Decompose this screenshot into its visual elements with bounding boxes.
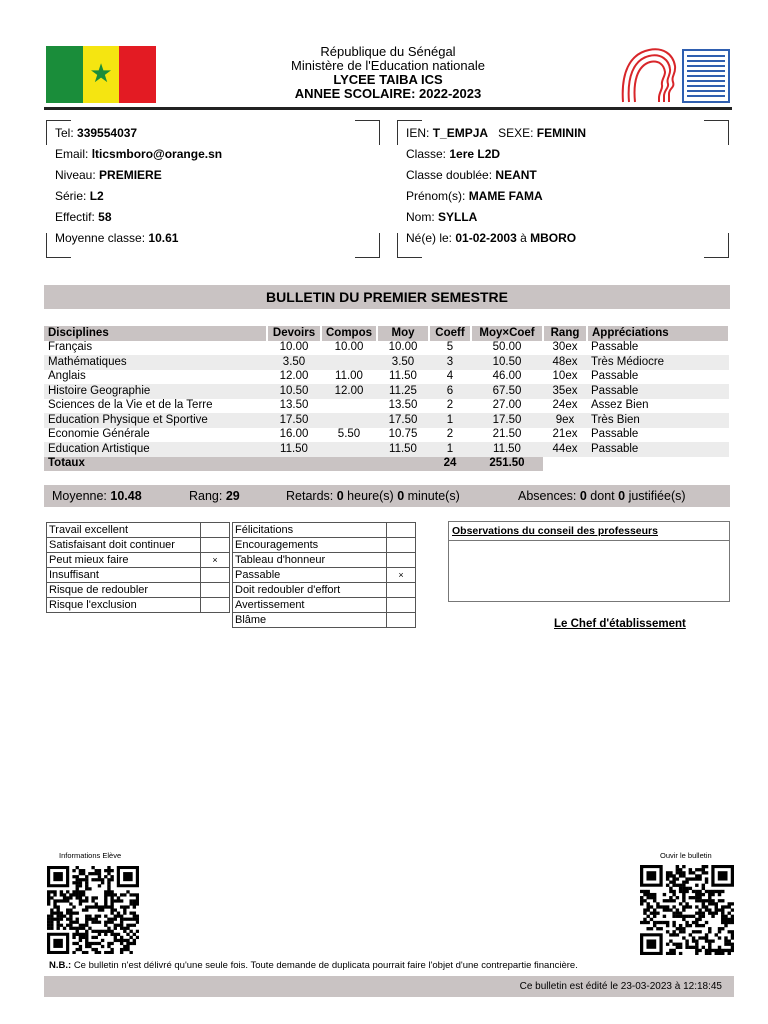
qr-code-bulletin[interactable]: [640, 865, 734, 955]
ministry-name: Ministère de l'Education nationale: [291, 58, 485, 73]
ien-label: IEN:: [406, 126, 430, 140]
sexe-label: SEXE:: [498, 126, 534, 140]
observations-box: [448, 521, 730, 602]
summary-moyenne: [52, 485, 142, 507]
table-row: [44, 399, 729, 414]
checkbox-row: [233, 583, 416, 598]
totals-row: [44, 457, 729, 472]
cell-discipline: Anglais: [48, 370, 86, 383]
table-row: [44, 355, 729, 370]
work-appreciation-table: [46, 522, 230, 613]
checkbox-label: Risque l'exclusion: [47, 598, 201, 613]
cell-moy: 11.50: [377, 442, 429, 457]
class-average-label: Moyenne classe:: [55, 231, 146, 245]
chef-etablissement: Le Chef d'établissement: [554, 618, 686, 630]
nb-note: [49, 960, 578, 971]
summary-rang: [189, 485, 240, 507]
rang-value: 29: [225, 489, 240, 503]
serie-value: L2: [89, 189, 104, 203]
cell-discipline: Mathématiques: [44, 355, 267, 370]
checkbox-row: [233, 598, 416, 613]
checkbox-label: Travail excellent: [47, 523, 201, 538]
retards-label: Retards:: [286, 489, 334, 503]
classe-value: 1ere L2D: [449, 147, 501, 161]
cell-devoirs: 3.50: [267, 355, 321, 370]
cell-rang: 21ex: [552, 428, 578, 441]
checkbox-mark[interactable]: [387, 613, 416, 628]
checkbox-mark[interactable]: [387, 523, 416, 538]
checkbox-label: Encouragements: [233, 538, 387, 553]
cell-rang: 48ex: [543, 355, 587, 370]
tel-label: Tel:: [55, 126, 74, 140]
checkbox-mark[interactable]: [201, 538, 230, 553]
birth-place: MBORO: [530, 231, 577, 245]
hours-label: heure(s): [347, 489, 394, 503]
cell-coeff: 6: [429, 384, 471, 399]
checkbox-row: [233, 613, 416, 628]
cell-moycoef: 50.00: [492, 341, 522, 354]
cell-compos: [321, 355, 377, 370]
checkbox-label: Insuffisant: [47, 568, 201, 583]
table-row: [44, 442, 729, 457]
cell-appreciation: Très Médiocre: [587, 355, 729, 370]
qr-left-caption: Informations Elève: [59, 851, 122, 860]
checkbox-label: Doit redoubler d'effort: [233, 583, 387, 598]
nom-value: SYLLA: [438, 210, 478, 224]
absences-label: Absences:: [518, 489, 577, 503]
email-value: lticsmboro@orange.sn: [91, 147, 223, 161]
checkbox-mark[interactable]: ×: [387, 568, 416, 583]
class-average-value: 10.61: [148, 231, 179, 245]
cell-discipline: Sciences de la Vie et de la Terre: [48, 399, 213, 412]
cell-compos: [321, 442, 377, 457]
summary-bar: [44, 485, 730, 507]
cell-coeff: 5: [446, 341, 454, 354]
senegal-flag: [46, 46, 156, 103]
table-row: [44, 370, 729, 385]
cell-rang: 30ex: [552, 341, 578, 354]
student-info-box: [397, 120, 729, 258]
cell-appreciation: Passable: [587, 384, 729, 399]
cell-moy: 11.50: [389, 370, 417, 383]
cell-devoirs: 16.00: [279, 428, 309, 441]
cell-discipline: Français: [48, 341, 93, 354]
col-disciplines: Disciplines: [44, 326, 267, 341]
checkbox-row: [47, 553, 230, 568]
classe-doublee-value: NEANT: [495, 168, 537, 182]
cell-appreciation: Passable: [591, 370, 639, 383]
school-name: LYCEE TAIBA ICS: [333, 72, 443, 87]
checkbox-label: Satisfaisant doit continuer: [47, 538, 201, 553]
cell-moycoef: 21.50: [492, 428, 522, 441]
footer-bar: [44, 976, 734, 997]
checkbox-mark[interactable]: ×: [201, 553, 230, 568]
observations-title: Observations du conseil des professeurs: [449, 522, 729, 541]
edition-date: Ce bulletin est édité le 23-03-2023 à 12:18:45: [519, 981, 722, 992]
rang-label: Rang:: [189, 489, 223, 503]
cell-coeff: 2: [446, 428, 454, 441]
checkbox-label: Risque de redoubler: [47, 583, 201, 598]
checkbox-label: Tableau d'honneur: [233, 553, 387, 568]
totals-label: Totaux: [44, 457, 267, 472]
effectif-value: 58: [98, 210, 112, 224]
checkbox-label: Blâme: [233, 613, 387, 628]
cell-compos: [321, 399, 377, 414]
cell-compos: 10.00: [334, 341, 364, 354]
checkbox-row: [47, 568, 230, 583]
cell-moycoef: 67.50: [471, 384, 543, 399]
birth-label: Né(e) le:: [406, 231, 453, 245]
cell-moy: 17.50: [377, 413, 429, 428]
cell-devoirs: 13.50: [279, 399, 309, 412]
checkbox-label: Peut mieux faire: [47, 553, 201, 568]
checkbox-mark[interactable]: [201, 568, 230, 583]
cell-compos: 12.00: [321, 384, 377, 399]
star-icon: ★: [89, 58, 113, 88]
effectif-label: Effectif:: [55, 210, 95, 224]
cell-devoirs: 10.00: [279, 341, 309, 354]
checkbox-row: [47, 598, 230, 613]
cell-moy: 13.50: [388, 399, 418, 412]
cell-devoirs: 17.50: [267, 413, 321, 428]
checkbox-row: [233, 523, 416, 538]
cell-discipline: Economie Générale: [48, 428, 150, 441]
header-block: [230, 45, 546, 101]
justifiees-value: 0: [618, 489, 626, 503]
cell-rang: 24ex: [552, 399, 578, 412]
table-row: [44, 428, 729, 443]
classe-label: Classe:: [406, 147, 447, 161]
checkbox-label: Avertissement: [233, 598, 387, 613]
checkbox-row: [233, 538, 416, 553]
ien-value: T_EMPJA: [432, 126, 489, 140]
cell-discipline: Education Artistique: [44, 442, 267, 457]
email-label: Email:: [55, 147, 89, 161]
cell-coeff: 4: [446, 370, 454, 383]
cell-appreciation: Passable: [587, 442, 729, 457]
cell-discipline: Education Physique et Sportive: [44, 413, 267, 428]
col-rang: Rang: [543, 326, 587, 341]
cell-moy: 11.25: [377, 384, 429, 399]
tel-value: 339554037: [77, 126, 138, 140]
col-moycoef: Moy×Coef: [471, 326, 543, 341]
absences-value: 0: [579, 489, 587, 503]
cell-devoirs: 10.50: [267, 384, 321, 399]
birth-date: 01-02-2003: [455, 231, 517, 245]
sexe-value: FEMININ: [536, 126, 587, 140]
cell-devoirs: 12.00: [279, 370, 309, 383]
ministry-logo-icon: [619, 44, 731, 106]
col-moy: Moy: [377, 326, 429, 341]
nom-label: Nom:: [406, 210, 435, 224]
niveau-label: Niveau:: [55, 168, 96, 182]
school-info-box: [46, 120, 380, 258]
cell-moycoef: 11.50: [471, 442, 543, 457]
table-row: [44, 413, 729, 428]
col-devoirs: Devoirs: [267, 326, 321, 341]
cell-appreciation: Très Bien: [587, 413, 729, 428]
checkbox-row: [47, 583, 230, 598]
bulletin-title: BULLETIN DU PREMIER SEMESTRE: [44, 285, 730, 309]
summary-absences: [518, 485, 686, 507]
moyenne-value: 10.48: [110, 489, 142, 503]
cell-rang: 44ex: [543, 442, 587, 457]
checkbox-row: [233, 553, 416, 568]
cell-devoirs: 11.50: [267, 442, 321, 457]
table-row: [44, 384, 729, 399]
birth-at: à: [520, 231, 527, 245]
qr-code-student-info[interactable]: [47, 866, 139, 954]
cell-compos: 5.50: [337, 428, 361, 441]
checkbox-label: Passable: [233, 568, 387, 583]
table-row: [44, 341, 729, 356]
cell-discipline: Histoire Geographie: [44, 384, 267, 399]
checkbox-mark[interactable]: [201, 523, 230, 538]
checkbox-row: [47, 538, 230, 553]
checkbox-row: [47, 523, 230, 538]
cell-coeff: 1: [429, 413, 471, 428]
cell-moy: 10.00: [388, 341, 418, 354]
nb-label: N.B.:: [49, 960, 72, 971]
cell-appreciation: Assez Bien: [591, 399, 649, 412]
prenom-label: Prénom(s):: [406, 189, 466, 203]
cell-rang: 9ex: [543, 413, 587, 428]
prenom-value: MAME FAMA: [468, 189, 543, 203]
moyenne-label: Moyenne:: [52, 489, 107, 503]
checkbox-mark[interactable]: [387, 598, 416, 613]
checkbox-row: [233, 568, 416, 583]
cell-moy: 10.75: [388, 428, 418, 441]
cell-coeff: 1: [429, 442, 471, 457]
cell-moycoef: 10.50: [471, 355, 543, 370]
cell-coeff: 3: [429, 355, 471, 370]
serie-label: Série:: [55, 189, 87, 203]
col-appreciations: Appréciations: [587, 326, 729, 341]
dont-label: dont: [590, 489, 615, 503]
qr-right-caption: Ouvir le bulletin: [660, 851, 712, 860]
nb-text: Ce bulletin n'est délivré qu'une seule fois. Toute demande de duplicata pourrait faire l'objet d'une contrepartie financière.: [73, 960, 578, 971]
retards-hours: 0: [336, 489, 344, 503]
justifiees-label: justifiée(s): [628, 489, 686, 503]
cell-appreciation: Passable: [591, 341, 639, 354]
council-decision-table: [232, 522, 416, 628]
cell-compos: 11.00: [335, 370, 363, 383]
checkbox-mark[interactable]: [387, 583, 416, 598]
cell-moycoef: 46.00: [492, 370, 522, 383]
checkbox-mark[interactable]: [201, 583, 230, 598]
retards-minutes: 0: [397, 489, 405, 503]
total-moycoef: 251.50: [471, 457, 543, 472]
classe-doublee-label: Classe doublée:: [406, 168, 493, 182]
cell-moycoef: 27.00: [492, 399, 522, 412]
school-year: ANNEE SCOLAIRE: 2022-2023: [294, 86, 482, 101]
cell-moycoef: 17.50: [471, 413, 543, 428]
grades-header-row: [44, 326, 729, 341]
checkbox-mark[interactable]: [387, 553, 416, 568]
niveau-value: PREMIERE: [99, 168, 162, 182]
cell-coeff: 2: [446, 399, 454, 412]
cell-appreciation: Passable: [591, 428, 639, 441]
col-coeff: Coeff: [429, 326, 471, 341]
header-divider: [44, 107, 732, 110]
cell-compos: [321, 413, 377, 428]
minutes-label: minute(s): [407, 489, 460, 503]
checkbox-label: Félicitations: [233, 523, 387, 538]
cell-rang: 35ex: [543, 384, 587, 399]
summary-retards: [286, 485, 460, 507]
col-compos: Compos: [321, 326, 377, 341]
checkbox-mark[interactable]: [201, 598, 230, 613]
cell-rang: 10ex: [552, 370, 578, 383]
country-name: République du Sénégal: [320, 44, 456, 59]
grades-table: [44, 326, 730, 471]
total-coeff: 24: [429, 457, 471, 472]
checkbox-mark[interactable]: [387, 538, 416, 553]
cell-moy: 3.50: [377, 355, 429, 370]
